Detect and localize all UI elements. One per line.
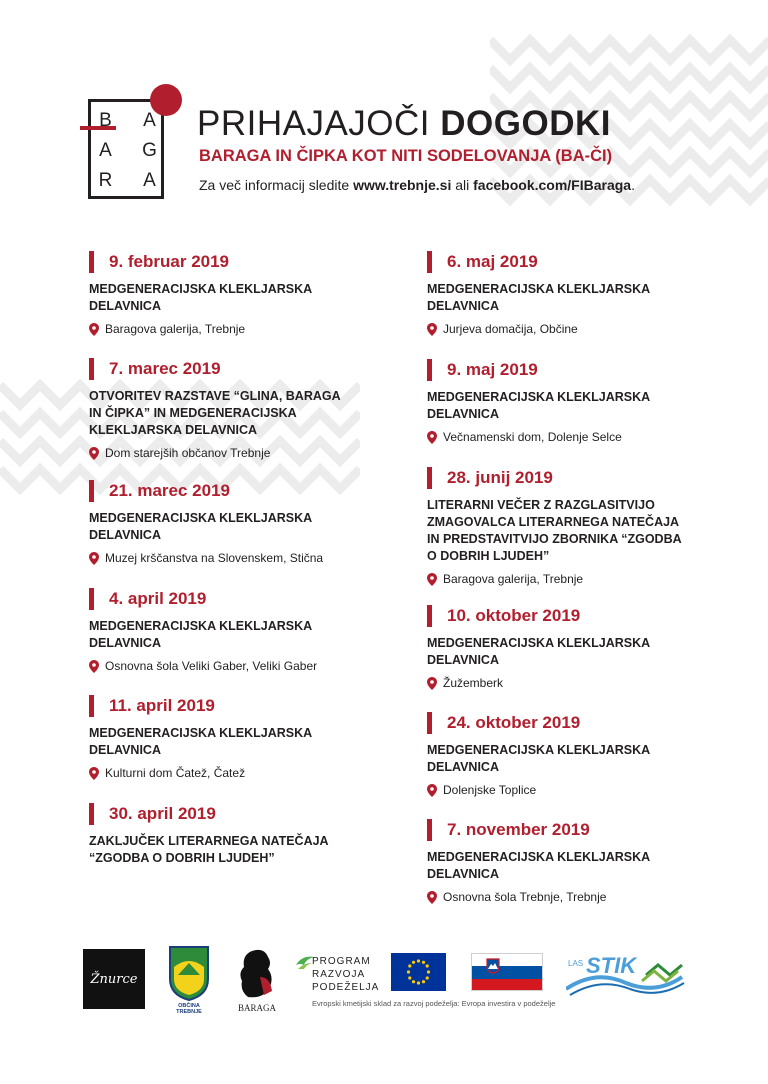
website-link[interactable]: www.trebnje.si: [353, 177, 452, 193]
info-suffix: .: [631, 177, 635, 193]
logo-letter: A: [143, 110, 157, 131]
location-pin-icon: [89, 552, 99, 565]
obcina-trebnje-logo: [168, 945, 210, 1013]
stik-label: STIK: [586, 953, 637, 978]
event-item: [427, 712, 687, 798]
logo-letter: G: [142, 140, 158, 161]
eu-stars-icon: [391, 953, 446, 991]
facebook-link[interactable]: facebook.com/FIBaraga: [473, 177, 632, 193]
logo-letter: A: [143, 170, 157, 191]
event-item: [89, 588, 354, 674]
event-location: Žužemberk: [443, 676, 504, 690]
date-marker: [427, 251, 432, 273]
event-item: [427, 819, 687, 905]
event-item: [89, 358, 354, 461]
logo-letters: [95, 106, 161, 196]
znurce-label: Žnurce: [90, 971, 138, 987]
event-date: 11. april 2019: [109, 696, 215, 715]
location-pin-icon: [427, 677, 437, 690]
event-date: 7. november 2019: [447, 820, 590, 839]
location-pin-icon: [89, 767, 99, 780]
page-subtitle: BARAGA IN ČIPKA KOT NITI SODELOVANJA (BA-ČI): [199, 147, 613, 165]
event-location: Muzej krščanstva na Slovenskem, Stična: [105, 551, 324, 565]
trebnje-label: OBČINA TREBNJE: [176, 1003, 202, 1015]
location-pin-icon: [427, 431, 437, 444]
baraga-label: BARAGA: [237, 1003, 276, 1013]
footer-note: Evropski kmetijski sklad za razvoj podeželja: Evropa investira v podeželje: [312, 999, 556, 1008]
las-label: LAS: [568, 959, 584, 968]
event-date: 9. februar 2019: [109, 252, 230, 271]
location-pin-icon: [89, 660, 99, 673]
event-date: 9. maj 2019: [447, 360, 538, 379]
title-light: PRIHAJAJOČI: [197, 104, 431, 143]
event-location: Baragova galerija, Trebnje: [105, 322, 246, 336]
event-title: MEDGENERACIJSKA KLEKLJARSKA DELAVNICA: [427, 282, 650, 313]
event-date: 4. april 2019: [109, 589, 207, 608]
event-date: 10. oktober 2019: [447, 606, 581, 625]
page-title: [197, 103, 611, 145]
date-marker: [427, 605, 432, 627]
event-location: Kulturni dom Čatež, Čatež: [105, 766, 246, 780]
event-title: ZAKLJUČEK LITERARNEGA NATEČAJA “ZGODBA O DOBRIH LJUDEH”: [89, 834, 329, 865]
event-title: MEDGENERACIJSKA KLEKLJARSKA DELAVNICA: [427, 636, 650, 667]
event-date: 6. maj 2019: [447, 252, 538, 271]
logo-letter: B: [99, 110, 113, 131]
event-item: [427, 251, 687, 337]
date-marker: [89, 251, 94, 273]
info-middle: ali: [455, 177, 470, 193]
znurce-logo: [83, 949, 145, 1009]
prp-line2: RAZVOJA: [312, 969, 366, 980]
location-pin-icon: [89, 323, 99, 336]
date-marker: [89, 588, 94, 610]
slovenia-flag: [471, 953, 543, 991]
location-pin-icon: [89, 447, 99, 460]
location-pin-icon: [427, 323, 437, 336]
title-bold: DOGODKI: [440, 104, 612, 143]
date-marker: [427, 467, 432, 489]
logo-letter: R: [98, 170, 114, 191]
prp-line3: PODEŽELJA: [312, 982, 380, 993]
sponsor-logos: [0, 945, 768, 1015]
event-title: OTVORITEV RAZSTAVE “GLINA, BARAGA IN ČIPKA” IN MEDGENERACIJSKA KLEKLJARSKA DELAVNICA: [89, 389, 341, 437]
date-marker: [427, 712, 432, 734]
event-item: [89, 695, 354, 781]
event-location: Osnovna šola Veliki Gaber, Veliki Gaber: [105, 659, 318, 673]
location-pin-icon: [427, 573, 437, 586]
event-title: MEDGENERACIJSKA KLEKLJARSKA DELAVNICA: [427, 390, 650, 421]
event-item: [427, 359, 687, 445]
date-marker: [89, 695, 94, 717]
event-location: Dom starejših občanov Trebnje: [105, 446, 271, 460]
date-marker: [427, 819, 432, 841]
date-marker: [427, 359, 432, 381]
event-title: MEDGENERACIJSKA KLEKLJARSKA DELAVNICA: [427, 743, 650, 774]
event-item: [427, 467, 687, 587]
event-title: MEDGENERACIJSKA KLEKLJARSKA DELAVNICA: [89, 282, 312, 313]
event-location: Baragova galerija, Trebnje: [443, 572, 584, 586]
date-marker: [89, 358, 94, 380]
event-date: 7. marec 2019: [109, 359, 221, 378]
event-title: MEDGENERACIJSKA KLEKLJARSKA DELAVNICA: [89, 726, 312, 757]
event-location: Dolenjske Toplice: [443, 783, 537, 797]
trebnje-crest-icon: [168, 945, 210, 1001]
baraga-silhouette-icon: [234, 947, 280, 1001]
event-item: [89, 251, 354, 337]
event-item: [89, 480, 354, 566]
date-marker: [89, 803, 94, 825]
prp-line1: PROGRAM: [312, 956, 371, 967]
location-pin-icon: [427, 891, 437, 904]
event-title: MEDGENERACIJSKA KLEKLJARSKA DELAVNICA: [89, 619, 312, 650]
baraga-portrait-logo: [234, 947, 280, 1015]
event-title: LITERARNI VEČER Z RAZGLASITVIJO ZMAGOVALCA LITERARNEGA NATEČAJA IN PREDSTAVITVIJO ZBORNIKA “ZGODBA O DOBRIH LJUDEH”: [427, 498, 682, 563]
prp-text: [312, 955, 379, 994]
event-date: 24. oktober 2019: [447, 713, 581, 732]
event-item: [89, 803, 354, 867]
event-location: Osnovna šola Trebnje, Trebnje: [443, 890, 607, 904]
event-location: Jurjeva domačija, Občine: [443, 322, 578, 336]
event-item: [427, 605, 687, 691]
logo-letter: A: [99, 140, 113, 161]
date-marker: [89, 480, 94, 502]
location-pin-icon: [427, 784, 437, 797]
las-stik-logo: [566, 949, 686, 1004]
event-date: 30. april 2019: [109, 804, 216, 823]
program-razvoja-podezelja-logo: [294, 949, 394, 999]
event-location: Večnamenski dom, Dolenje Selce: [443, 430, 622, 444]
event-title: MEDGENERACIJSKA KLEKLJARSKA DELAVNICA: [89, 511, 312, 542]
info-prefix: Za več informacij sledite: [199, 177, 350, 193]
slovenia-coat-of-arms-icon: [486, 958, 500, 974]
event-date: 21. marec 2019: [109, 481, 230, 500]
eu-flag: [391, 953, 446, 991]
info-line: [199, 177, 635, 193]
event-date: 28. junij 2019: [447, 468, 553, 487]
event-title: MEDGENERACIJSKA KLEKLJARSKA DELAVNICA: [427, 850, 650, 881]
